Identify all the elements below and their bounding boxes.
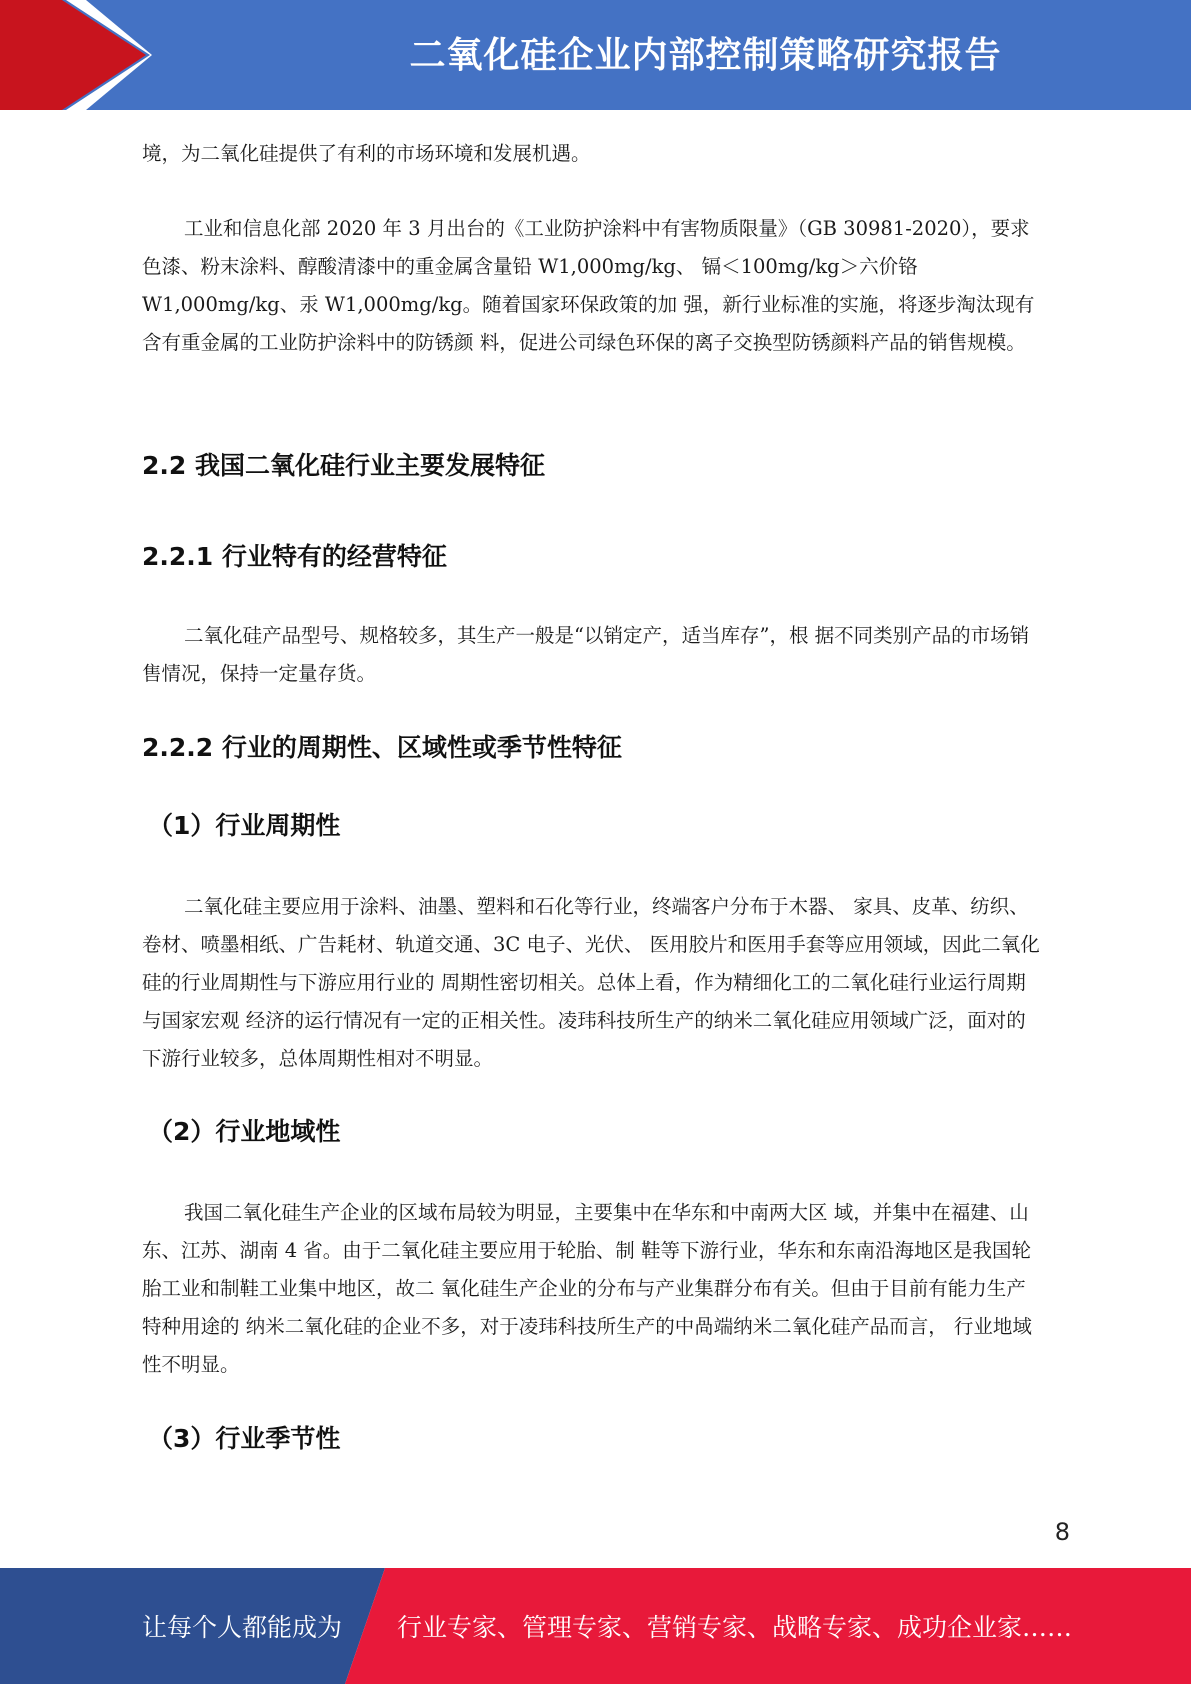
- paragraph-2: 工业和信息化部 2020 年 3 月出台的《工业防护涂料中有害物质限量》（GB 30981-2020），要求色漆、粉末涂料、醇酸清漆中的重金属含量铅 W1,000mg/kg、 镉＜100mg/kg＞六价铬 W1,000mg/kg、汞 W1,000mg/kg。随着国家环保政策的加 强，新行业标准的实施，将逐步淘汰现有含有重金属的工业防护涂料中的防锈颜 料，促进公司绿色环保的离子交换型防锈颜料产品的销售规模。: [142, 217, 1035, 354]
- section-heading-2-2-2: 2.2.2 行业的周期性、区域性或季节性特征: [142, 733, 622, 762]
- sub-heading-cyclicality: （1）行业周期性: [148, 811, 341, 840]
- section-heading-2-2-1: 2.2.1 行业特有的经营特征: [142, 542, 447, 571]
- footer-slogan-right: 行业专家、管理专家、营销专家、战略专家、成功企业家……: [397, 1613, 1073, 1642]
- page-number: 8: [1054, 1518, 1070, 1546]
- sub-heading-regionality: （2）行业地域性: [148, 1117, 341, 1146]
- paragraph-1: 境，为二氧化硅提供了有利的市场环境和发展机遇。: [142, 142, 591, 165]
- sub-heading-seasonality: （3）行业季节性: [148, 1424, 341, 1453]
- red-chevron-decoration: [0, 0, 160, 110]
- page-footer: [0, 1568, 1191, 1684]
- page-header: [0, 0, 1191, 110]
- paragraph-4: 二氧化硅主要应用于涂料、油墨、塑料和石化等行业，终端客户分布于木器、 家具、皮革、纺织、卷材、喷墨相纸、广告耗材、轨道交通、3C 电子、光伏、 医用胶片和医用手套等应用领域，因此二氧化硅的行业周期性与下游应用行业的 周期性密切相关。总体上看，作为精细化工的二氧化硅行业运行周期与国家宏观 经济的运行情况有一定的正相关性。凌玮科技所生产的纳米二氧化硅应用领域广泛，面对的下游行业较多，总体周期性相对不明显。: [142, 895, 1040, 1070]
- footer-slogan-left: 让每个人都能成为: [142, 1613, 343, 1642]
- paragraph-3: 二氧化硅产品型号、规格较多，其生产一般是“以销定产，适当库存”，根 据不同类别产品的市场销售情况，保持一定量存货。: [142, 624, 1030, 685]
- report-title: 二氧化硅企业内部控制策略研究报告: [409, 34, 1002, 76]
- paragraph-5: 我国二氧化硅生产企业的区域布局较为明显，主要集中在华东和中南两大区 域，并集中在福建、山东、江苏、湖南 4 省。由于二氧化硅主要应用于轮胎、制 鞋等下游行业，华东和东南沿海地区是我国轮胎工业和制鞋工业集中地区，故二 氧化硅生产企业的分布与产业集群分布有关。但由于目前有能力生产特种用途的 纳米二氧化硅的企业不多，对于凌玮科技所生产的中咼端纳米二氧化硅产品而言， 行业地域性不明显。: [142, 1201, 1032, 1376]
- section-heading-2-2: 2.2 我国二氧化硅行业主要发展特征: [142, 451, 545, 480]
